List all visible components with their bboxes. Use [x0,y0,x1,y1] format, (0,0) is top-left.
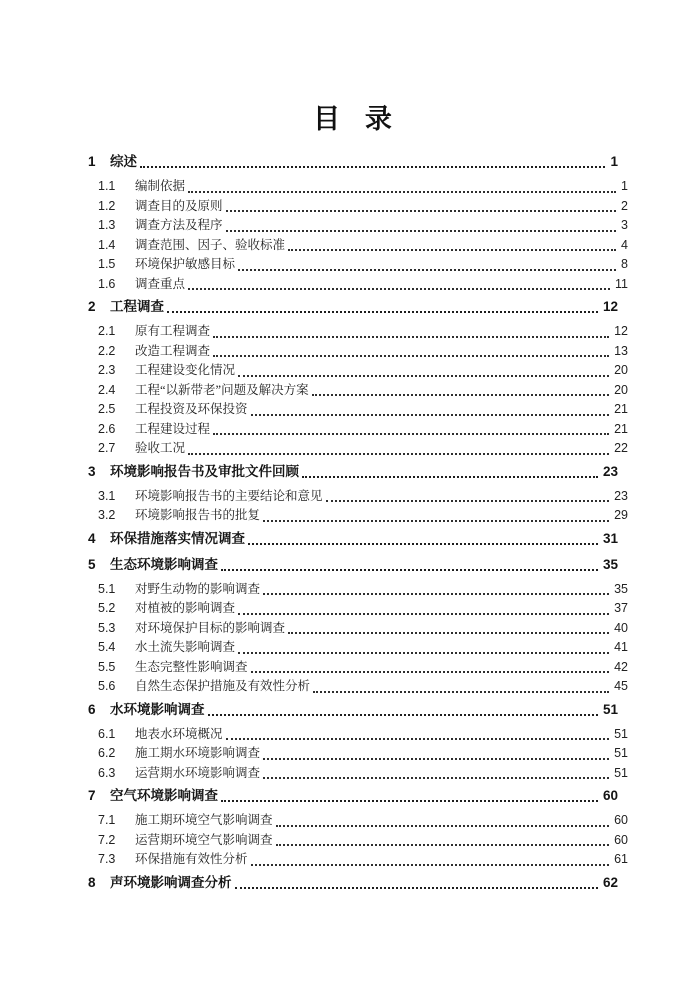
toc-entry-title: 施工期水环境影响调查 [135,746,261,760]
toc-entry-page: 1 [610,154,618,169]
toc-entry[interactable] [88,420,628,440]
toc-leader-dots [263,758,609,760]
toc-entry[interactable] [88,439,628,459]
toc-entry-title: 验收工况 [135,441,186,455]
toc-entry[interactable] [88,725,628,745]
toc-entry-number: 7.3 [98,852,116,866]
toc-leader-dots [238,652,609,654]
toc-entry-number: 3.2 [98,508,116,522]
toc-leader-dots [238,613,609,615]
toc-entry-number: 2.1 [98,324,116,338]
toc-entry-page: 51 [614,726,628,741]
toc-entry-number: 2.6 [98,421,116,436]
toc-entry-number: 3 [88,463,96,479]
toc-entry-page: 23 [602,463,618,479]
toc-entry-page: 29 [614,508,628,522]
toc-entry-title: 环境保护敏感目标 [135,257,236,271]
toc-entry-number: 5.4 [98,640,116,654]
toc-entry-page: 31 [602,530,618,546]
toc-entry-number: 7 [88,788,96,803]
toc-entry[interactable] [88,831,628,851]
toc-entry-number: 6.2 [98,746,116,760]
toc-entry-number: 5 [88,556,96,572]
toc-entry-page: 51 [602,701,618,717]
toc-entry[interactable] [88,275,628,295]
toc-entry-title: 地表水环境概况 [135,726,223,741]
toc-entry-title: 调查重点 [135,276,186,291]
toc-entry-title: 工程建设过程 [135,421,211,436]
toc-entry[interactable] [88,785,618,807]
toc-entry[interactable] [88,197,628,217]
toc-leader-dots [302,476,598,478]
toc-list [88,151,628,894]
toc-entry-page: 35 [614,581,628,596]
toc-title: 目 录 [313,104,393,134]
toc-entry-number: 1.3 [98,218,116,232]
toc-entry-page: 51 [614,765,628,780]
toc-entry-page: 23 [614,488,628,503]
toc-entry-number: 2.4 [98,382,116,397]
toc-leader-dots [140,166,605,168]
toc-leader-dots [326,500,610,502]
toc-entry-number: 1 [88,154,96,169]
toc-entry-title: 环境影响报告书及审批文件回顾 [110,463,299,479]
toc-leader-dots [263,777,609,779]
toc-leader-dots [251,414,610,416]
toc-leader-dots [238,269,616,271]
toc-leader-dots [238,375,609,377]
toc-entry-page: 45 [614,679,628,693]
toc-entry-title: 水环境影响调查 [110,701,205,717]
toc-entry-number: 1.2 [98,198,116,213]
toc-entry-title: 环保措施有效性分析 [135,852,248,866]
toc-leader-dots [167,311,598,313]
toc-entry-title: 环保措施落实情况调查 [110,530,245,546]
toc-entry[interactable] [88,361,628,381]
toc-entry-number: 2.7 [98,441,116,455]
toc-entry-title: 水土流失影响调查 [135,640,236,654]
toc-entry-number: 1.6 [98,276,116,291]
toc-entry[interactable] [88,400,628,420]
toc-leader-dots [248,543,598,545]
toc-entry-title: 自然生态保护措施及有效性分析 [135,679,311,693]
toc-entry-number: 1.4 [98,237,116,252]
toc-leader-dots [188,288,610,290]
toc-entry-page: 40 [614,620,628,635]
toc-entry-title: 综述 [110,154,137,169]
toc-entry-page: 35 [602,556,618,572]
toc-entry-page: 4 [621,237,628,252]
toc-entry-page: 2 [621,198,628,213]
toc-leader-dots [276,844,610,846]
toc-entry-title: 生态完整性影响调查 [135,659,248,674]
toc-leader-dots [251,864,610,866]
toc-entry[interactable] [88,619,628,639]
toc-entry-page: 62 [602,874,618,890]
toc-leader-dots [226,738,610,740]
toc-entry-number: 2.3 [98,363,116,377]
toc-leader-dots [208,714,598,716]
toc-entry[interactable] [88,236,628,256]
toc-entry-page: 11 [615,276,628,291]
toc-entry-title: 调查范围、因子、验收标准 [135,237,286,252]
toc-leader-dots [263,520,609,522]
toc-entry-title: 工程建设变化情况 [135,363,236,377]
toc-entry-title: 编制依据 [135,179,186,193]
toc-entry[interactable] [88,764,628,784]
toc-entry[interactable] [88,177,628,197]
toc-entry-number: 5.6 [98,679,116,693]
toc-entry[interactable] [88,699,618,721]
toc-entry-title: 调查目的及原则 [135,198,223,213]
toc-leader-dots [312,394,609,396]
toc-entry-page: 60 [602,788,618,803]
toc-entry-page: 12 [614,324,628,338]
toc-leader-dots [251,671,610,673]
toc-entry-title: 工程“以新带老”问题及解决方案 [135,382,309,397]
toc-entry-number: 8 [88,874,96,890]
toc-entry-number: 6.1 [98,726,116,741]
toc-entry-title: 运营期水环境影响调查 [135,765,261,780]
toc-leader-dots [188,453,609,455]
toc-entry-title: 原有工程调查 [135,324,211,338]
toc-leader-dots [226,210,617,212]
toc-entry-page: 1 [621,179,628,193]
toc-leader-dots [213,433,609,435]
toc-entry[interactable] [88,850,628,870]
toc-entry-title: 声环境影响调查分析 [110,874,232,890]
toc-leader-dots [221,800,598,802]
toc-entry[interactable] [88,487,628,507]
toc-entry-title: 改造工程调查 [135,343,211,358]
toc-leader-dots [226,230,617,232]
toc-entry[interactable] [88,296,618,318]
toc-entry-number: 6 [88,701,96,717]
toc-entry-page: 42 [614,659,628,674]
toc-entry[interactable] [88,638,628,658]
toc-leader-dots [313,691,609,693]
toc-entry-title: 施工期环境空气影响调查 [135,813,273,827]
toc-entry[interactable] [88,461,618,483]
toc-entry-title: 工程投资及环保投资 [135,402,248,416]
toc-entry[interactable] [88,151,618,173]
toc-entry[interactable] [88,744,628,764]
toc-entry-number: 6.3 [98,765,116,780]
toc-entry-number: 1.5 [98,257,116,271]
toc-entry-title: 工程调查 [110,299,164,314]
toc-entry-number: 5.3 [98,620,116,635]
toc-entry-title: 环境影响报告书的主要结论和意见 [135,488,323,503]
toc-entry-title: 对植被的影响调查 [135,601,236,615]
toc-leader-dots [288,249,616,251]
toc-entry-number: 5.1 [98,581,116,596]
toc-leader-dots [235,887,598,889]
toc-entry[interactable] [88,580,628,600]
toc-entry[interactable] [88,554,618,576]
toc-entry-number: 3.1 [98,488,116,503]
toc-entry-page: 60 [614,832,628,847]
toc-entry[interactable] [88,381,628,401]
toc-entry-page: 21 [614,421,628,436]
toc-entry-page: 51 [614,746,628,760]
toc-leader-dots [221,569,598,571]
toc-entry-page: 21 [614,402,628,416]
toc-entry-title: 生态环境影响调查 [110,556,218,572]
toc-entry-title: 环境影响报告书的批复 [135,508,261,522]
toc-entry[interactable] [88,216,628,236]
toc-entry-title: 调查方法及程序 [135,218,223,232]
toc-entry-page: 20 [614,382,628,397]
toc-entry-number: 2.2 [98,343,116,358]
toc-entry[interactable] [88,322,628,342]
toc-entry-page: 12 [602,299,618,314]
toc-entry-title: 对野生动物的影响调查 [135,581,261,596]
toc-entry[interactable] [88,677,628,697]
toc-entry[interactable] [88,658,628,678]
toc-leader-dots [213,336,609,338]
toc-leader-dots [288,632,609,634]
toc-entry-number: 1.1 [98,179,116,193]
toc-entry-number: 2.5 [98,402,116,416]
toc-entry-page: 37 [614,601,628,615]
toc-entry-number: 2 [88,299,96,314]
toc-entry-page: 60 [614,813,628,827]
toc-entry-title: 对环境保护目标的影响调查 [135,620,286,635]
toc-entry-page: 8 [621,257,628,271]
toc-entry-title: 运营期环境空气影响调查 [135,832,273,847]
toc-entry[interactable] [88,342,628,362]
toc-entry-number: 5.2 [98,601,116,615]
toc-entry-page: 3 [621,218,628,232]
toc-entry[interactable] [88,599,628,619]
toc-entry-page: 13 [614,343,628,358]
toc-entry-number: 7.2 [98,832,116,847]
toc-entry[interactable] [88,811,628,831]
toc-entry-number: 5.5 [98,659,116,674]
toc-entry[interactable] [88,506,628,526]
toc-leader-dots [263,593,609,595]
toc-entry-page: 22 [614,441,628,455]
toc-entry[interactable] [88,872,618,894]
toc-entry[interactable] [88,255,628,275]
toc-entry-number: 7.1 [98,813,116,827]
toc-entry-title: 空气环境影响调查 [110,788,218,803]
toc-entry-number: 4 [88,530,96,546]
toc-leader-dots [213,355,609,357]
toc-leader-dots [188,191,616,193]
toc-entry-page: 41 [614,640,628,654]
toc-entry-page: 61 [614,852,628,866]
toc-entry-page: 20 [614,363,628,377]
toc-leader-dots [276,825,610,827]
toc-entry[interactable] [88,528,618,550]
